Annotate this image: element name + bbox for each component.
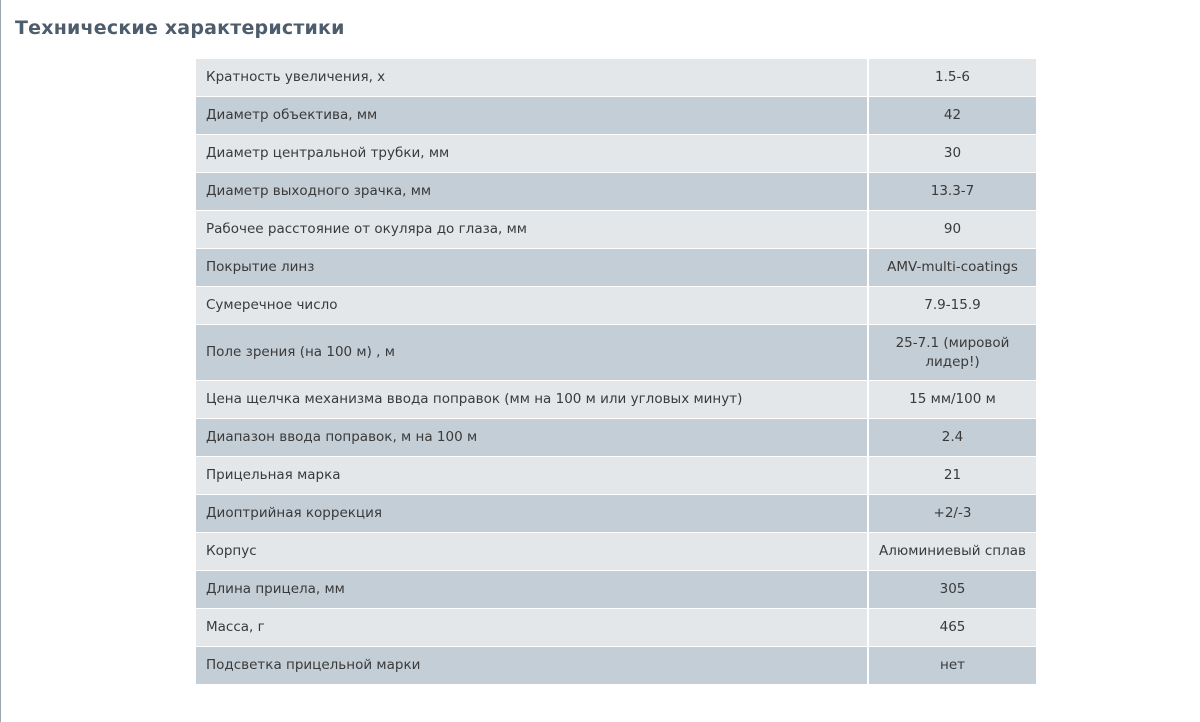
- spec-value: 13.3-7: [868, 173, 1036, 211]
- spec-name: Диаметр выходного зрачка, мм: [196, 173, 868, 211]
- spec-value: 42: [868, 97, 1036, 135]
- spec-value: +2/-3: [868, 495, 1036, 533]
- table-row: [196, 325, 1036, 381]
- spec-name: Корпус: [196, 533, 868, 571]
- table-row: [196, 249, 1036, 287]
- spec-value: 30: [868, 135, 1036, 173]
- table-row: [196, 173, 1036, 211]
- spec-value: 465: [868, 609, 1036, 647]
- spec-name: Сумеречное число: [196, 287, 868, 325]
- table-row: [196, 647, 1036, 685]
- left-border-line: [0, 0, 1, 722]
- spec-value: 305: [868, 571, 1036, 609]
- table-row: [196, 97, 1036, 135]
- spec-value: 25-7.1 (мировой лидер!): [868, 325, 1036, 381]
- spec-name: Диаметр центральной трубки, мм: [196, 135, 868, 173]
- spec-name: Масса, г: [196, 609, 868, 647]
- spec-name: Поле зрения (на 100 м) , м: [196, 325, 868, 381]
- spec-value: 7.9-15.9: [868, 287, 1036, 325]
- table-row: [196, 287, 1036, 325]
- table-row: [196, 533, 1036, 571]
- spec-value: 90: [868, 211, 1036, 249]
- table-row: [196, 59, 1036, 97]
- spec-value: 21: [868, 457, 1036, 495]
- spec-value: AMV-multi-coatings: [868, 249, 1036, 287]
- spec-value: 2.4: [868, 419, 1036, 457]
- spec-name: Цена щелчка механизма ввода поправок (мм на 100 м или угловых минут): [196, 381, 868, 419]
- spec-name: Рабочее расстояние от окуляра до глаза, мм: [196, 211, 868, 249]
- spec-value: 15 мм/100 м: [868, 381, 1036, 419]
- table-row: [196, 609, 1036, 647]
- spec-name: Диоптрийная коррекция: [196, 495, 868, 533]
- spec-value: 1.5-6: [868, 59, 1036, 97]
- table-row: [196, 419, 1036, 457]
- spec-value: нет: [868, 647, 1036, 685]
- spec-name: Кратность увеличения, х: [196, 59, 868, 97]
- spec-table: [196, 59, 1036, 685]
- table-row: [196, 495, 1036, 533]
- page-title: Технические характеристики: [15, 17, 345, 39]
- table-row: [196, 571, 1036, 609]
- table-row: [196, 381, 1036, 419]
- spec-name: Покрытие линз: [196, 249, 868, 287]
- spec-name: Длина прицела, мм: [196, 571, 868, 609]
- table-row: [196, 135, 1036, 173]
- spec-name: Прицельная марка: [196, 457, 868, 495]
- spec-name: Диапазон ввода поправок, м на 100 м: [196, 419, 868, 457]
- spec-name: Подсветка прицельной марки: [196, 647, 868, 685]
- table-row: [196, 211, 1036, 249]
- table-row: [196, 457, 1036, 495]
- spec-name: Диаметр объектива, мм: [196, 97, 868, 135]
- spec-value: Алюминиевый сплав: [868, 533, 1036, 571]
